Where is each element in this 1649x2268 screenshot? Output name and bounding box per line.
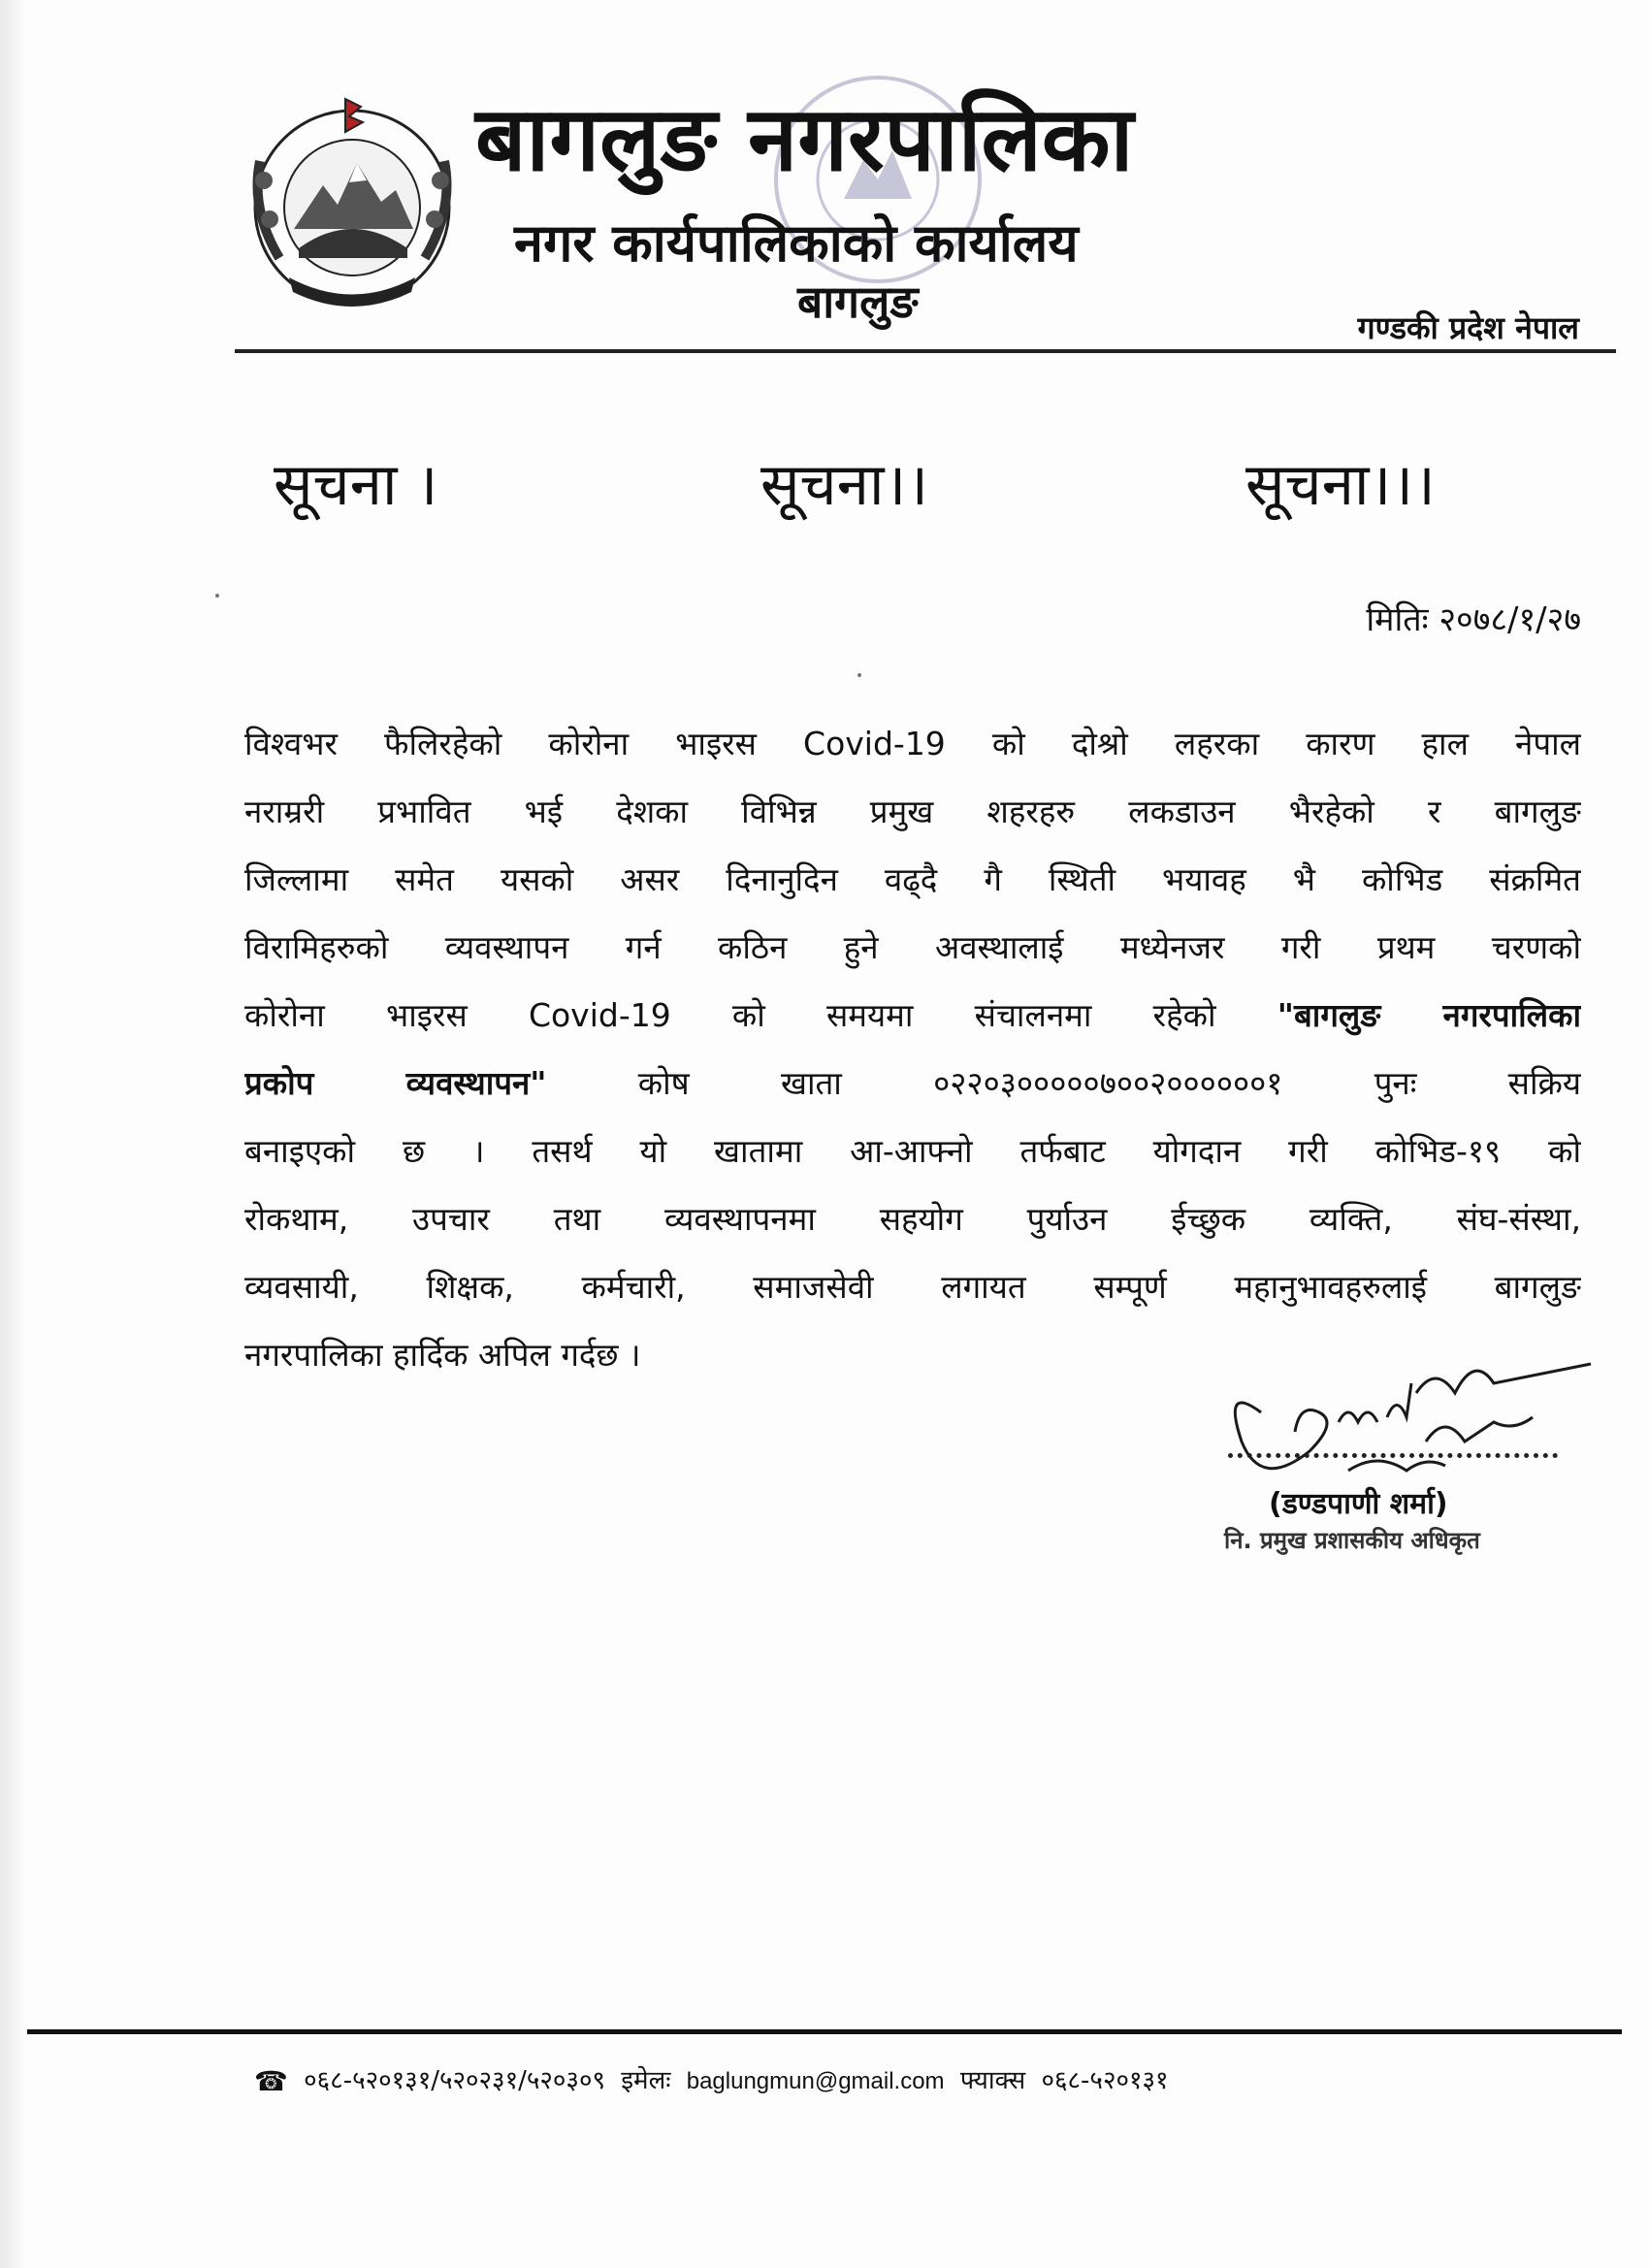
handwritten-signature [1203,1325,1610,1509]
header-divider [235,349,1616,353]
notice-body [244,710,1581,1389]
telephone-icon: ☎ [254,2065,288,2097]
body-line-10: नगरपालिका हार्दिक अपिल गर्दछ । [244,1336,641,1374]
scan-edge-shadow [0,0,25,2268]
body-line-5-text: कोरोना भाइरस Covid-19 को समयमा संचालनमा रहेको [244,996,1216,1034]
footer-fax-label: फ्याक्स [959,2066,1026,2095]
account-number-text: कोष खाता ०२२०३०००००७००२००००००१ पुनः सक्रिय [637,1064,1581,1102]
scan-speck [857,673,861,677]
footer-divider [27,2029,1622,2034]
footer-phones: ०६८-५२०१३१/५२०२३१/५२०३०९ [304,2066,605,2095]
scan-speck [215,594,219,598]
footer-contact [254,2065,1515,2097]
body-line-1: विश्वभर फैलिरहेको कोरोना भाइरस Covid-19 को दोश्रो लहरका कारण हाल नेपाल [244,725,1581,762]
body-line-3: जिल्लामा समेत यसको असर दिनानुदिन वढ्दै गै स्थिती भयावह भै कोभिड संक्रमित [244,860,1581,898]
notice-heading-3: सूचना।।। [1245,451,1436,519]
body-line-6 [244,1050,1581,1118]
body-line-2: नराम्ररी प्रभावित भई देशका विभिन्न प्रमुख शहरहरु लकडाउन भैरहेको र बागलुङ [244,793,1581,830]
municipality-title: बागलुङ नगरपालिका [475,87,1134,191]
notice-heading-1: सूचना । [274,451,438,519]
body-line-4: विरामिहरुको व्यवस्थापन गर्न कठिन हुने अवस्थालाई मध्येनजर गरी प्रथम चरणको [244,928,1581,966]
body-line-5 [244,982,1581,1050]
signature-dotted-line [1228,1453,1558,1458]
office-city: बागलुङ [797,275,919,328]
signatory-name: (डण्डपाणी शर्मा) [1269,1487,1448,1521]
fund-name-part-2: प्रकोप व्यवस्थापन" [244,1064,547,1102]
letter-date: मितिः २०७८/१/२७ [1366,600,1581,639]
signatory-title: नि. प्रमुख प्रशासकीय अधिकृत [1224,1527,1480,1554]
nepal-emblem-icon [241,93,464,316]
body-line-8: रोकथाम, उपचार तथा व्यवस्थापनमा सहयोग पुर्याउन ईच्छुक व्यक्ति, संघ-संस्था, [244,1200,1581,1238]
footer-email-label: इमेलः [621,2066,671,2095]
body-line-7: बनाइएको छ । तसर्थ यो खातामा आ-आफ्नो तर्फबाट योगदान गरी कोभिड-१९ को [244,1132,1581,1170]
body-line-9: व्यवसायी, शिक्षक, कर्मचारी, समाजसेवी लगायत सम्पूर्ण महानुभावहरुलाई बागलुङ [244,1268,1581,1306]
province-name: गण्डकी प्रदेश नेपाल [1357,309,1579,346]
office-subtitle: नगर कार्यपालिकाको कार्यालय [514,212,1079,274]
footer-email: baglungmun@gmail.com [686,2068,945,2094]
notice-heading-2: सूचना।। [760,451,928,519]
footer-fax: ०६८-५२०१३१ [1041,2066,1169,2095]
fund-name-part-1: "बागलुङ नगरपालिका [1277,996,1581,1034]
